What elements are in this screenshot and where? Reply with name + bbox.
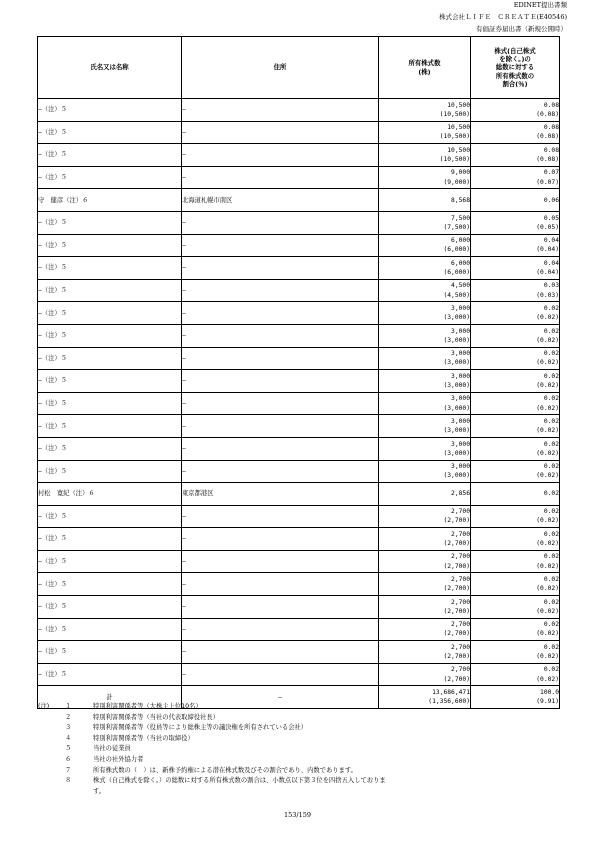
holder-address: ― — [182, 528, 379, 551]
holder-address: ― — [182, 234, 379, 257]
holder-ratio: 0.08 (0.08) — [471, 144, 560, 167]
holder-shares: 10,500 (10,500) — [379, 99, 471, 122]
holder-address: ― — [182, 257, 379, 280]
footnote-item — [38, 755, 558, 766]
holder-shares: 2,700 (2,700) — [379, 618, 471, 641]
holder-name: ―（注）５ — [38, 144, 182, 167]
footnote-text: 当社の社外協力者 — [93, 755, 144, 763]
footnote-number: ４ — [65, 734, 72, 742]
holder-address: ― — [182, 211, 379, 234]
holder-shares: 2,700 (2,700) — [379, 596, 471, 619]
holder-address: ― — [182, 166, 379, 189]
footnote-text: 特別利害関係者等（当社の代表取締役社長） — [93, 713, 219, 721]
footnote-number: ２ — [65, 713, 72, 721]
table-row — [38, 166, 560, 189]
holder-shares: 2,700 (2,700) — [379, 528, 471, 551]
holder-address: ― — [182, 99, 379, 122]
holder-address: ― — [182, 505, 379, 528]
holder-address: ― — [182, 392, 379, 415]
holder-address: ― — [182, 121, 379, 144]
holder-shares: 10,500 (10,500) — [379, 121, 471, 144]
holder-name: ―（注）５ — [38, 460, 182, 483]
holder-ratio: 0.02 (0.02) — [471, 347, 560, 370]
holder-name: ―（注）５ — [38, 324, 182, 347]
holder-address: ― — [182, 347, 379, 370]
table-row — [38, 370, 560, 393]
footnote-text: 特別利害関係者等（大株主上位10名） — [93, 703, 202, 710]
holder-shares: 2,700 (2,700) — [379, 663, 471, 686]
holder-ratio: 0.02 (0.02) — [471, 302, 560, 325]
footnote-text: 株式（自己株式を除く。）の総数に対する所有株式数の割合は、小数点以下第３位を四捨五入しておりま — [93, 777, 386, 785]
header-address: 住所 — [182, 37, 379, 99]
header-shares: 所有株式数 (株) — [379, 37, 471, 99]
footnote-text: 当社の従業員 — [93, 745, 131, 753]
holder-ratio: 0.05 (0.05) — [471, 211, 560, 234]
footnote-item — [38, 702, 558, 713]
holder-name: ―（注）５ — [38, 279, 182, 302]
footnote-number: ７ — [65, 766, 72, 774]
holder-shares: 6,000 (6,000) — [379, 257, 471, 280]
page-number: 153/159 — [283, 811, 311, 819]
footnote-item — [38, 713, 558, 724]
holder-address: ― — [182, 550, 379, 573]
holder-name: ―（注）５ — [38, 596, 182, 619]
table-row — [38, 234, 560, 257]
table-row — [38, 347, 560, 370]
holder-ratio: 0.04 (0.04) — [471, 257, 560, 280]
holder-ratio: 0.02 (0.02) — [471, 437, 560, 460]
holder-ratio: 0.02 (0.02) — [471, 415, 560, 438]
holder-shares: 8,568 — [379, 189, 471, 212]
holder-name: ―（注）５ — [38, 663, 182, 686]
holder-shares: 3,000 (3,000) — [379, 392, 471, 415]
header-doc-type: EDINET提出書類 — [513, 1, 567, 9]
table-row — [38, 528, 560, 551]
footnote-text: 特別利害関係者等（当社の取締役） — [93, 734, 194, 742]
header-company: 株式会社ＬＩＦＥ ＣＲＥＡＴＥ(E40546) — [439, 13, 567, 21]
holder-ratio: 0.07 (0.07) — [471, 166, 560, 189]
holder-ratio: 0.06 — [471, 189, 560, 212]
holder-ratio: 0.02 — [471, 483, 560, 506]
footnote-item — [38, 723, 558, 734]
table-row — [38, 302, 560, 325]
total-label: 計 — [38, 686, 182, 709]
holder-name: ―（注）５ — [38, 211, 182, 234]
table-row — [38, 641, 560, 664]
holder-shares: 10,500 (10,500) — [379, 144, 471, 167]
holder-address: ― — [182, 573, 379, 596]
table-row — [38, 483, 560, 506]
holder-address: ― — [182, 663, 379, 686]
table-row — [38, 121, 560, 144]
holder-address: ― — [182, 596, 379, 619]
holder-address: 東京都港区 — [182, 483, 379, 506]
holder-ratio: 0.02 (0.02) — [471, 550, 560, 573]
holder-name: ―（注）５ — [38, 370, 182, 393]
header-ratio: 株式(自己株式 を除く。)の 総数に対する 所有株式数の 割合(％) — [471, 37, 560, 99]
header-filing-type: 有価証券届出書（新規公開時） — [476, 25, 567, 33]
holder-shares: 2,700 (2,700) — [379, 573, 471, 596]
holder-name: ―（注）５ — [38, 347, 182, 370]
holder-ratio: 0.04 (0.04) — [471, 234, 560, 257]
footnotes — [38, 702, 558, 797]
holder-shares: 3,000 (3,000) — [379, 370, 471, 393]
table-row — [38, 415, 560, 438]
table-row — [38, 279, 560, 302]
table-row — [38, 460, 560, 483]
holder-address: ― — [182, 324, 379, 347]
holder-shares: 2,700 (2,700) — [379, 641, 471, 664]
holder-shares: 2,700 (2,700) — [379, 550, 471, 573]
holder-name: ―（注）５ — [38, 641, 182, 664]
holder-ratio: 0.02 (0.02) — [471, 324, 560, 347]
holder-shares: 3,000 (3,000) — [379, 347, 471, 370]
holder-shares: 9,000 (9,000) — [379, 166, 471, 189]
holder-address: ― — [182, 302, 379, 325]
holder-shares: 3,000 (3,000) — [379, 324, 471, 347]
holder-name: ―（注）５ — [38, 573, 182, 596]
holder-ratio: 0.02 (0.02) — [471, 392, 560, 415]
footnote-item — [38, 744, 558, 755]
holder-name: 守 健彦（注）６ — [38, 189, 182, 212]
total-address: ― — [182, 686, 379, 709]
holder-name: ―（注）５ — [38, 550, 182, 573]
footnote-text: 所有株式数の（ ）は、新株予約権による潜在株式数及びその割合であり、内数であります。 — [93, 766, 357, 774]
footnote-number: １ — [65, 703, 72, 710]
holder-name: ―（注）５ — [38, 415, 182, 438]
holder-name: ―（注）５ — [38, 528, 182, 551]
table-row — [38, 596, 560, 619]
footnote-number: ８ — [65, 777, 72, 785]
footnote-item — [38, 776, 558, 787]
table-row — [38, 189, 560, 212]
holder-shares: 3,000 (3,000) — [379, 437, 471, 460]
holder-shares: 4,500 (4,500) — [379, 279, 471, 302]
table-row — [38, 618, 560, 641]
holder-ratio: 0.02 (0.02) — [471, 370, 560, 393]
holder-name: ―（注）５ — [38, 505, 182, 528]
total-shares: 13,686,471 (1,356,600) — [379, 686, 471, 709]
holder-name: ―（注）５ — [38, 166, 182, 189]
holder-shares: 2,856 — [379, 483, 471, 506]
footnote-item — [38, 766, 558, 777]
holder-name: 村松 寛紀（注）６ — [38, 483, 182, 506]
holder-address: ― — [182, 415, 379, 438]
holder-ratio: 0.02 (0.02) — [471, 663, 560, 686]
table-row — [38, 505, 560, 528]
holder-ratio: 0.02 (0.02) — [471, 618, 560, 641]
footnote-number: ６ — [65, 755, 72, 763]
holder-ratio: 0.02 (0.02) — [471, 596, 560, 619]
holder-address: ― — [182, 618, 379, 641]
footnote-number: ５ — [65, 745, 72, 753]
footnote-item — [38, 734, 558, 745]
footnote-number: ３ — [65, 724, 72, 732]
holder-name: ―（注）５ — [38, 99, 182, 122]
holder-shares: 7,500 (7,500) — [379, 211, 471, 234]
holder-address: 北海道札幌市南区 — [182, 189, 379, 212]
shareholder-table — [37, 36, 560, 709]
holder-name: ―（注）５ — [38, 257, 182, 280]
holder-ratio: 0.03 (0.03) — [471, 279, 560, 302]
footnote-text: す。 — [93, 787, 106, 795]
holder-name: ―（注）５ — [38, 234, 182, 257]
holder-address: ― — [182, 144, 379, 167]
holder-shares: 3,000 (3,000) — [379, 415, 471, 438]
holder-address: ― — [182, 370, 379, 393]
holder-ratio: 0.08 (0.08) — [471, 121, 560, 144]
holder-address: ― — [182, 279, 379, 302]
holder-shares: 6,000 (6,000) — [379, 234, 471, 257]
holder-shares: 3,000 (3,000) — [379, 302, 471, 325]
table-row — [38, 550, 560, 573]
holder-shares: 2,700 (2,700) — [379, 505, 471, 528]
holder-ratio: 0.02 (0.02) — [471, 573, 560, 596]
table-header-row — [38, 37, 560, 99]
holder-address: ― — [182, 641, 379, 664]
total-ratio: 100.0 (9.91) — [471, 686, 560, 709]
table-row — [38, 663, 560, 686]
table-row — [38, 437, 560, 460]
table-row — [38, 573, 560, 596]
holder-shares: 3,000 (3,000) — [379, 460, 471, 483]
header-name: 氏名又は名称 — [38, 37, 182, 99]
table-row — [38, 257, 560, 280]
holder-ratio: 0.02 (0.02) — [471, 460, 560, 483]
table-row — [38, 99, 560, 122]
footnote-text: 特別利害関係者等（役員等により総株主等の議決権を所有されている会社） — [93, 724, 308, 732]
holder-address: ― — [182, 437, 379, 460]
holder-name: ―（注）５ — [38, 302, 182, 325]
holder-ratio: 0.02 (0.02) — [471, 641, 560, 664]
holder-name: ―（注）５ — [38, 437, 182, 460]
holder-ratio: 0.02 (0.02) — [471, 528, 560, 551]
holder-name: ―（注）５ — [38, 392, 182, 415]
holder-address: ― — [182, 460, 379, 483]
footnote-item — [38, 787, 558, 798]
holder-ratio: 0.02 (0.02) — [471, 505, 560, 528]
table-row — [38, 144, 560, 167]
table-row — [38, 392, 560, 415]
footnote-lead: (注) — [38, 703, 50, 710]
table-body — [38, 99, 560, 686]
holder-name: ―（注）５ — [38, 618, 182, 641]
holder-name: ―（注）５ — [38, 121, 182, 144]
holder-ratio: 0.08 (0.08) — [471, 99, 560, 122]
table-row — [38, 324, 560, 347]
table-row — [38, 211, 560, 234]
